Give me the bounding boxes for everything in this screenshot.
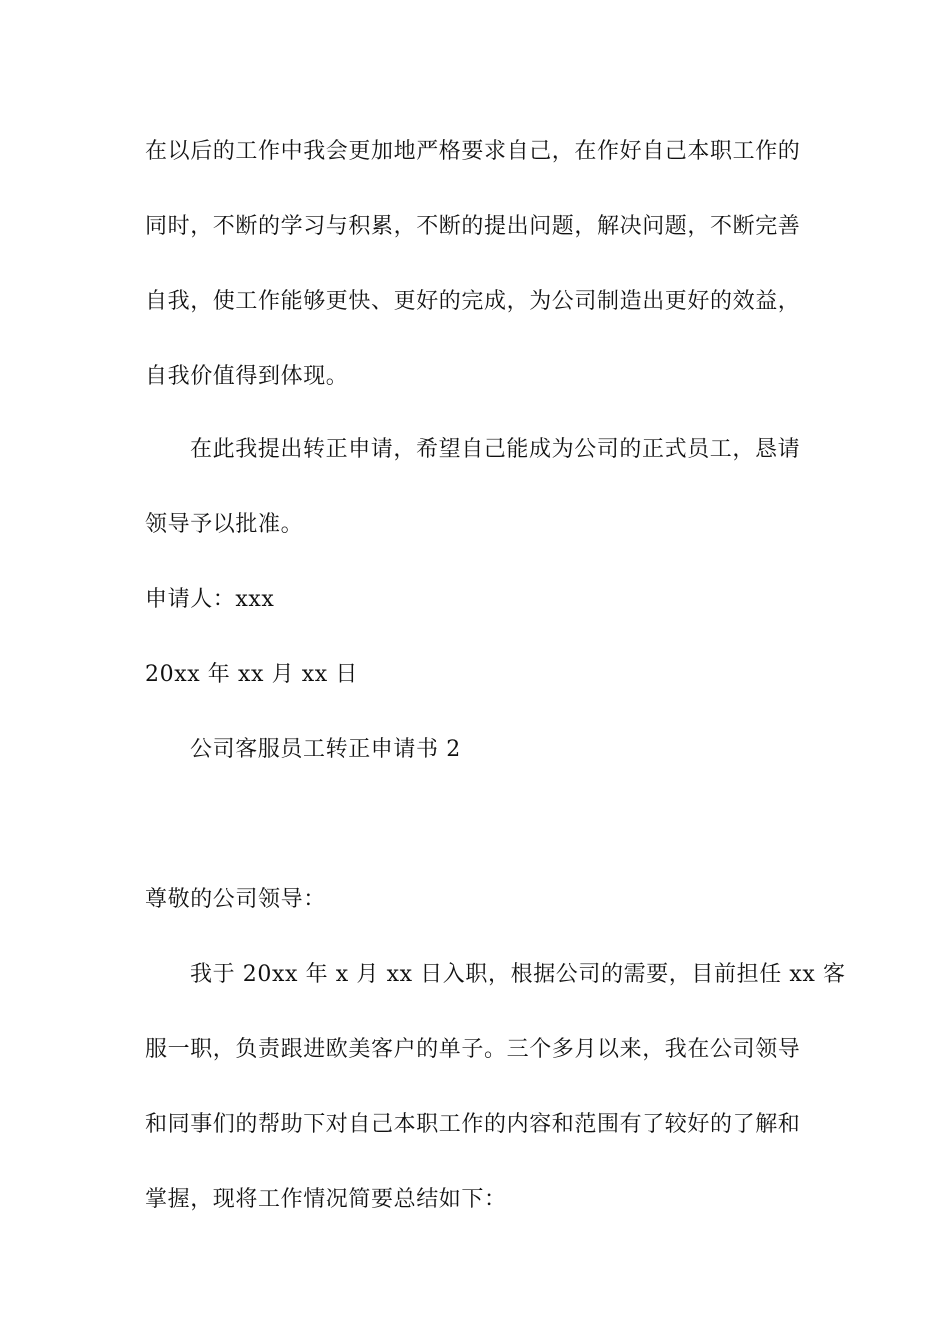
paragraph-line: 我于 20xx 年 x 月 xx 日入职，根据公司的需要，目前担任 xx 客 [190,962,846,987]
paragraph-line: 和同事们的帮助下对自己本职工作的内容和范围有了较好的了解和 [145,1112,801,1137]
paragraph-line: 在以后的工作中我会更加地严格要求自己，在作好自己本职工作的 [145,139,801,164]
applicant-line: 申请人：xxx [145,587,275,612]
salutation: 尊敬的公司领导： [145,887,326,912]
paragraph-line: 自我，使工作能够更快、更好的完成，为公司制造出更好的效益， [145,289,801,314]
paragraph-line: 领导予以批准。 [145,512,304,537]
paragraph-line: 同时，不断的学习与积累，不断的提出问题，解决问题，不断完善 [145,214,801,239]
section-title: 公司客服员工转正申请书 2 [190,737,461,762]
paragraph-line: 自我价值得到体现。 [145,364,349,389]
paragraph-line: 掌握，现将工作情况简要总结如下： [145,1187,507,1212]
date-line: 20xx 年 xx 月 xx 日 [145,662,359,687]
paragraph-line: 在此我提出转正申请，希望自己能成为公司的正式员工，恳请 [190,437,801,462]
paragraph-line: 服一职，负责跟进欧美客户的单子。三个多月以来，我在公司领导 [145,1037,801,1062]
